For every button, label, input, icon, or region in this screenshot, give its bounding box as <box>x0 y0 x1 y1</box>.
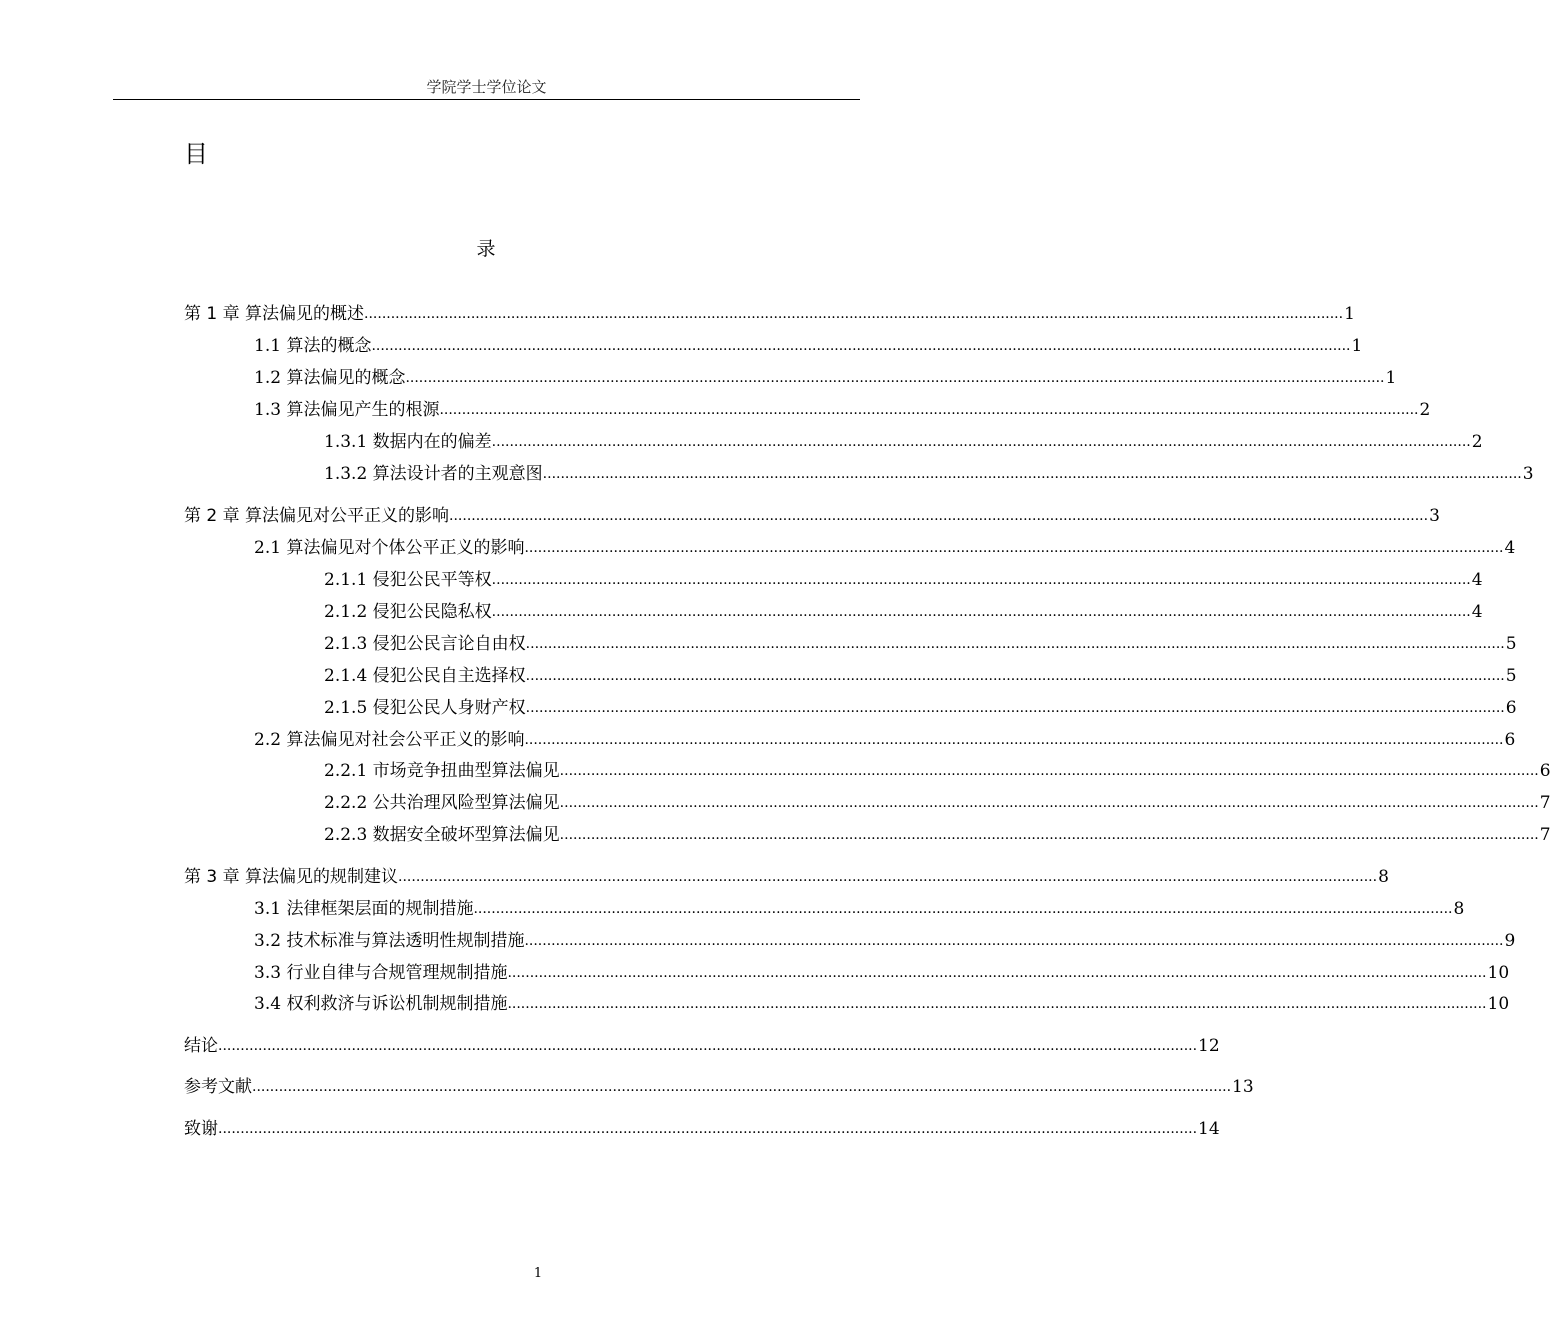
toc-dot-leader: ............................................................................................................................................................................................................................ <box>524 732 1504 748</box>
toc-dot-leader: ............................................................................................................................................................................................................................ <box>524 933 1504 949</box>
toc-dot-leader: ............................................................................................................................................................................................................................ <box>449 508 1429 524</box>
toc-dot-leader: ............................................................................................................................................................................................................................ <box>559 795 1539 811</box>
toc-entry-page: 14 <box>1198 1119 1220 1139</box>
toc-entry-label: 1.3.2 算法设计者的主观意图 <box>324 464 543 484</box>
toc-entry[interactable] <box>184 785 1551 815</box>
toc-entry[interactable] <box>184 626 1517 656</box>
toc-entry-label: 3.1 法律框架层面的规制措施 <box>254 899 474 919</box>
toc-entry-page: 13 <box>1232 1077 1254 1097</box>
toc-dot-leader: ............................................................................................................................................................................................................................ <box>398 869 1378 885</box>
toc-title-part1: 目 <box>184 140 208 168</box>
toc-entry-label: 2.2.2 公共治理风险型算法偏见 <box>324 793 560 813</box>
toc-entry-page: 4 <box>1504 538 1516 558</box>
toc-entry-label: 2.2.3 数据安全破坏型算法偏见 <box>324 825 560 845</box>
toc-entry-page: 3 <box>1429 506 1440 526</box>
toc-entry-label: 2.2 算法偏见对社会公平正义的影响 <box>254 730 525 750</box>
toc-entry-label: 结论 <box>184 1036 218 1056</box>
toc-entry-page: 9 <box>1504 931 1516 951</box>
toc-dot-leader: ............................................................................................................................................................................................................................ <box>491 604 1471 620</box>
toc-entry-label: 1.3 算法偏见产生的根源 <box>254 400 440 420</box>
toc-entry-label: 参考文献 <box>184 1077 252 1097</box>
toc-entry-page: 8 <box>1378 867 1389 887</box>
toc-entry-page: 12 <box>1198 1036 1220 1056</box>
toc-entry-label: 第 2 章 算法偏见对公平正义的影响 <box>184 506 450 526</box>
toc-entry-label: 3.4 权利救济与诉讼机制规制措施 <box>254 994 508 1014</box>
toc-dot-leader: ............................................................................................................................................................................................................................ <box>542 466 1522 482</box>
toc-dot-leader: ............................................................................................................................................................................................................................ <box>252 1079 1232 1095</box>
toc-dot-leader: ............................................................................................................................................................................................................................ <box>218 1038 1198 1054</box>
toc-dot-leader: ............................................................................................................................................................................................................................ <box>525 668 1505 684</box>
toc-entry-page: 1 <box>1344 304 1355 324</box>
toc-entry-page: 6 <box>1539 761 1551 781</box>
toc-entry-label: 1.2 算法偏见的概念 <box>254 368 406 388</box>
toc-dot-leader: ............................................................................................................................................................................................................................ <box>507 965 1487 981</box>
toc-entry[interactable] <box>184 392 1431 422</box>
toc-entry[interactable] <box>184 923 1516 953</box>
toc-entry-label: 致谢 <box>184 1119 218 1139</box>
toc-entry[interactable] <box>184 753 1551 783</box>
toc-entry[interactable] <box>184 296 1355 326</box>
toc-entry-page: 8 <box>1453 899 1465 919</box>
toc-entry-page: 1 <box>1385 368 1397 388</box>
toc-entry-label: 1.3.1 数据内在的偏差 <box>324 432 492 452</box>
toc-entry[interactable] <box>184 360 1397 390</box>
toc-title-part2: 录 <box>476 238 496 260</box>
toc-entry-label: 第 3 章 算法偏见的规制建议 <box>184 867 399 887</box>
toc-entry-label: 3.3 行业自律与合规管理规制措施 <box>254 963 508 983</box>
toc-entry-page: 10 <box>1487 963 1510 983</box>
toc-entry-page: 4 <box>1471 602 1483 622</box>
toc-entry[interactable] <box>184 986 1510 1016</box>
toc-entry-page: 4 <box>1471 570 1483 590</box>
toc-dot-leader: ............................................................................................................................................................................................................................ <box>491 572 1471 588</box>
toc-entry-page: 5 <box>1505 634 1517 654</box>
toc-dot-leader: ............................................................................................................................................................................................................................ <box>525 636 1505 652</box>
toc-dot-leader: ............................................................................................................................................................................................................................ <box>218 1121 1198 1137</box>
toc-entry-page: 6 <box>1505 698 1517 718</box>
toc-dot-leader: ............................................................................................................................................................................................................................ <box>364 306 1344 322</box>
toc-dot-leader: ............................................................................................................................................................................................................................ <box>405 370 1385 386</box>
toc-entry[interactable] <box>184 594 1483 624</box>
toc-dot-leader: ............................................................................................................................................................................................................................ <box>439 402 1419 418</box>
toc-entry[interactable] <box>184 530 1516 560</box>
toc-entry-label: 第 1 章 算法偏见的概述 <box>184 304 365 324</box>
toc-entry[interactable] <box>184 456 1534 486</box>
toc-entry[interactable] <box>184 424 1483 454</box>
toc-entry[interactable] <box>184 955 1510 985</box>
toc-entry[interactable] <box>184 722 1516 752</box>
toc-entry-label: 3.2 技术标准与算法透明性规制措施 <box>254 931 525 951</box>
toc-entry-label: 2.1.4 侵犯公民自主选择权 <box>324 666 526 686</box>
toc-entry-page: 2 <box>1419 400 1431 420</box>
toc-dot-leader: ............................................................................................................................................................................................................................ <box>525 700 1505 716</box>
toc-entry-page: 1 <box>1351 336 1363 356</box>
toc-entry-page: 2 <box>1471 432 1483 452</box>
toc-entry[interactable] <box>184 1028 1220 1058</box>
toc-dot-leader: ............................................................................................................................................................................................................................ <box>559 763 1539 779</box>
toc-entry[interactable] <box>184 562 1483 592</box>
toc-entry-label: 2.1.5 侵犯公民人身财产权 <box>324 698 526 718</box>
toc-entry-page: 7 <box>1539 793 1551 813</box>
toc-entry-label: 1.1 算法的概念 <box>254 336 372 356</box>
toc-entry-page: 7 <box>1539 825 1551 845</box>
toc-entry-page: 10 <box>1487 994 1510 1014</box>
page-number: 1 <box>533 1266 543 1281</box>
toc-dot-leader: ............................................................................................................................................................................................................................ <box>371 338 1351 354</box>
toc-dot-leader: ............................................................................................................................................................................................................................ <box>491 434 1471 450</box>
toc-entry[interactable] <box>184 658 1517 688</box>
running-header: 学院学士学位论文 <box>426 78 547 96</box>
toc-dot-leader: ............................................................................................................................................................................................................................ <box>507 996 1487 1012</box>
toc-entry-label: 2.2.1 市场竞争扭曲型算法偏见 <box>324 761 560 781</box>
toc-entry-label: 2.1.3 侵犯公民言论自由权 <box>324 634 526 654</box>
toc-entry-label: 2.1.1 侵犯公民平等权 <box>324 570 492 590</box>
toc-dot-leader: ............................................................................................................................................................................................................................ <box>559 827 1539 843</box>
toc-entry[interactable] <box>184 859 1389 889</box>
toc-entry[interactable] <box>184 1111 1220 1141</box>
toc-entry-label: 2.1 算法偏见对个体公平正义的影响 <box>254 538 525 558</box>
toc-entry-page: 6 <box>1504 730 1516 750</box>
toc-entry[interactable] <box>184 891 1465 921</box>
toc-dot-leader: ............................................................................................................................................................................................................................ <box>524 540 1504 556</box>
toc-entry[interactable] <box>184 328 1363 358</box>
header-rule <box>113 99 860 100</box>
toc-dot-leader: ............................................................................................................................................................................................................................ <box>473 901 1453 917</box>
toc-entry[interactable] <box>184 1069 1254 1099</box>
toc-entry-page: 5 <box>1505 666 1517 686</box>
toc-entry[interactable] <box>184 817 1551 847</box>
toc-entry-label: 2.1.2 侵犯公民隐私权 <box>324 602 492 622</box>
toc-entry[interactable] <box>184 690 1517 720</box>
toc-entry[interactable] <box>184 498 1440 528</box>
toc-entry-page: 3 <box>1522 464 1534 484</box>
